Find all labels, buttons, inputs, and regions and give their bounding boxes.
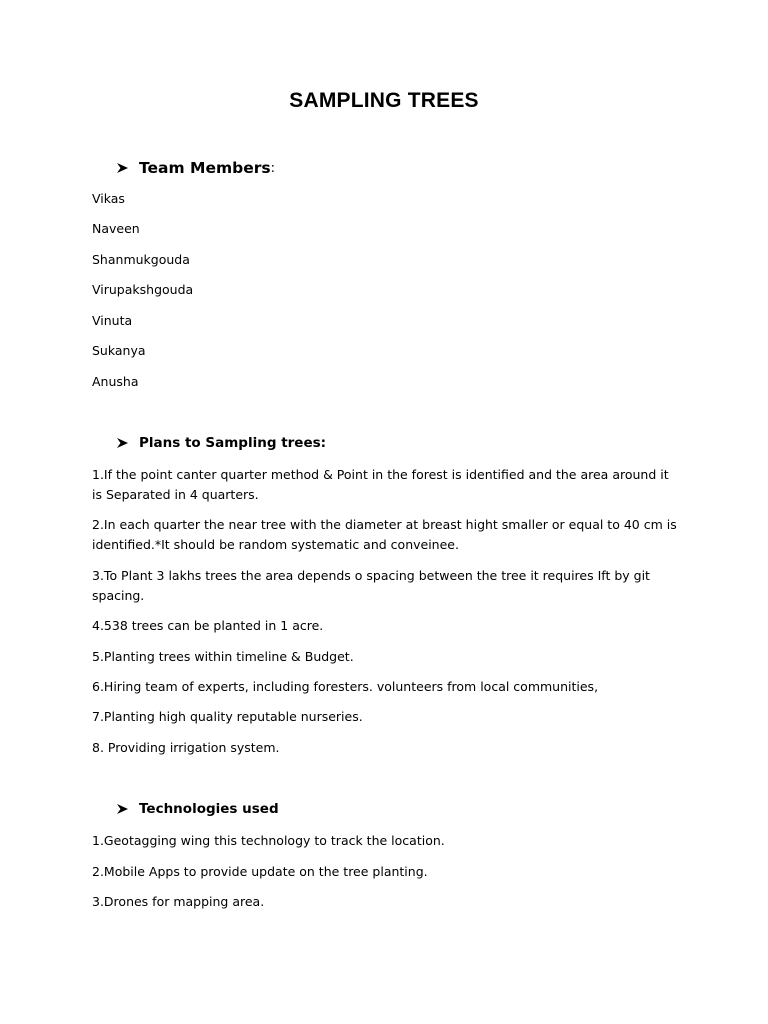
plan-item: 7.Planting high quality reputable nurseries. [92,709,363,724]
team-member: Virupakshgouda [92,282,194,297]
plans-heading-label: Plans to Sampling trees: [139,435,327,451]
technology-item: 2.Mobile Apps to provide update on the tree planting. [92,864,428,879]
plan-item: 4.538 trees can be planted in 1 acre. [92,618,324,633]
plan-item: 5.Planting trees within timeline & Budget. [92,649,354,664]
team-members-colon: : [270,160,275,176]
plan-item: 8. Providing irrigation system. [92,740,280,755]
plan-item: 1.If the point canter quarter method & Point in the forest is identified and the area around it is Separated in 4 quarters. [92,467,669,502]
arrow-bullet-icon [116,437,129,449]
technology-item: 1.Geotagging wing this technology to track the location. [92,833,445,848]
technology-item: 3.Drones for mapping area. [92,894,265,909]
plan-item: 3.To Plant 3 lakhs trees the area depends o spacing between the tree it requires Ift by git spacing. [92,568,650,603]
team-members-heading [116,159,275,177]
team-member: Vikas [92,191,125,206]
team-member: Vinuta [92,313,133,328]
technologies-heading [116,801,279,817]
team-member: Anusha [92,374,139,389]
team-member: Naveen [92,221,140,236]
plans-heading [116,435,326,451]
team-member: Sukanya [92,343,146,358]
document-title: SAMPLING TREES [289,89,479,112]
team-member: Shanmukgouda [92,252,190,267]
team-members-label: Team Members [139,159,271,177]
arrow-bullet-icon [116,162,129,174]
plan-item: 2.In each quarter the near tree with the diameter at breast hight smaller or equal to 40 cm is identified.*It should be random systematic and conveinee. [92,517,677,552]
technologies-heading-label: Technologies used [139,801,279,817]
arrow-bullet-icon [116,803,129,815]
plan-item: 6.Hiring team of experts, including foresters. volunteers from local communities, [92,679,599,694]
